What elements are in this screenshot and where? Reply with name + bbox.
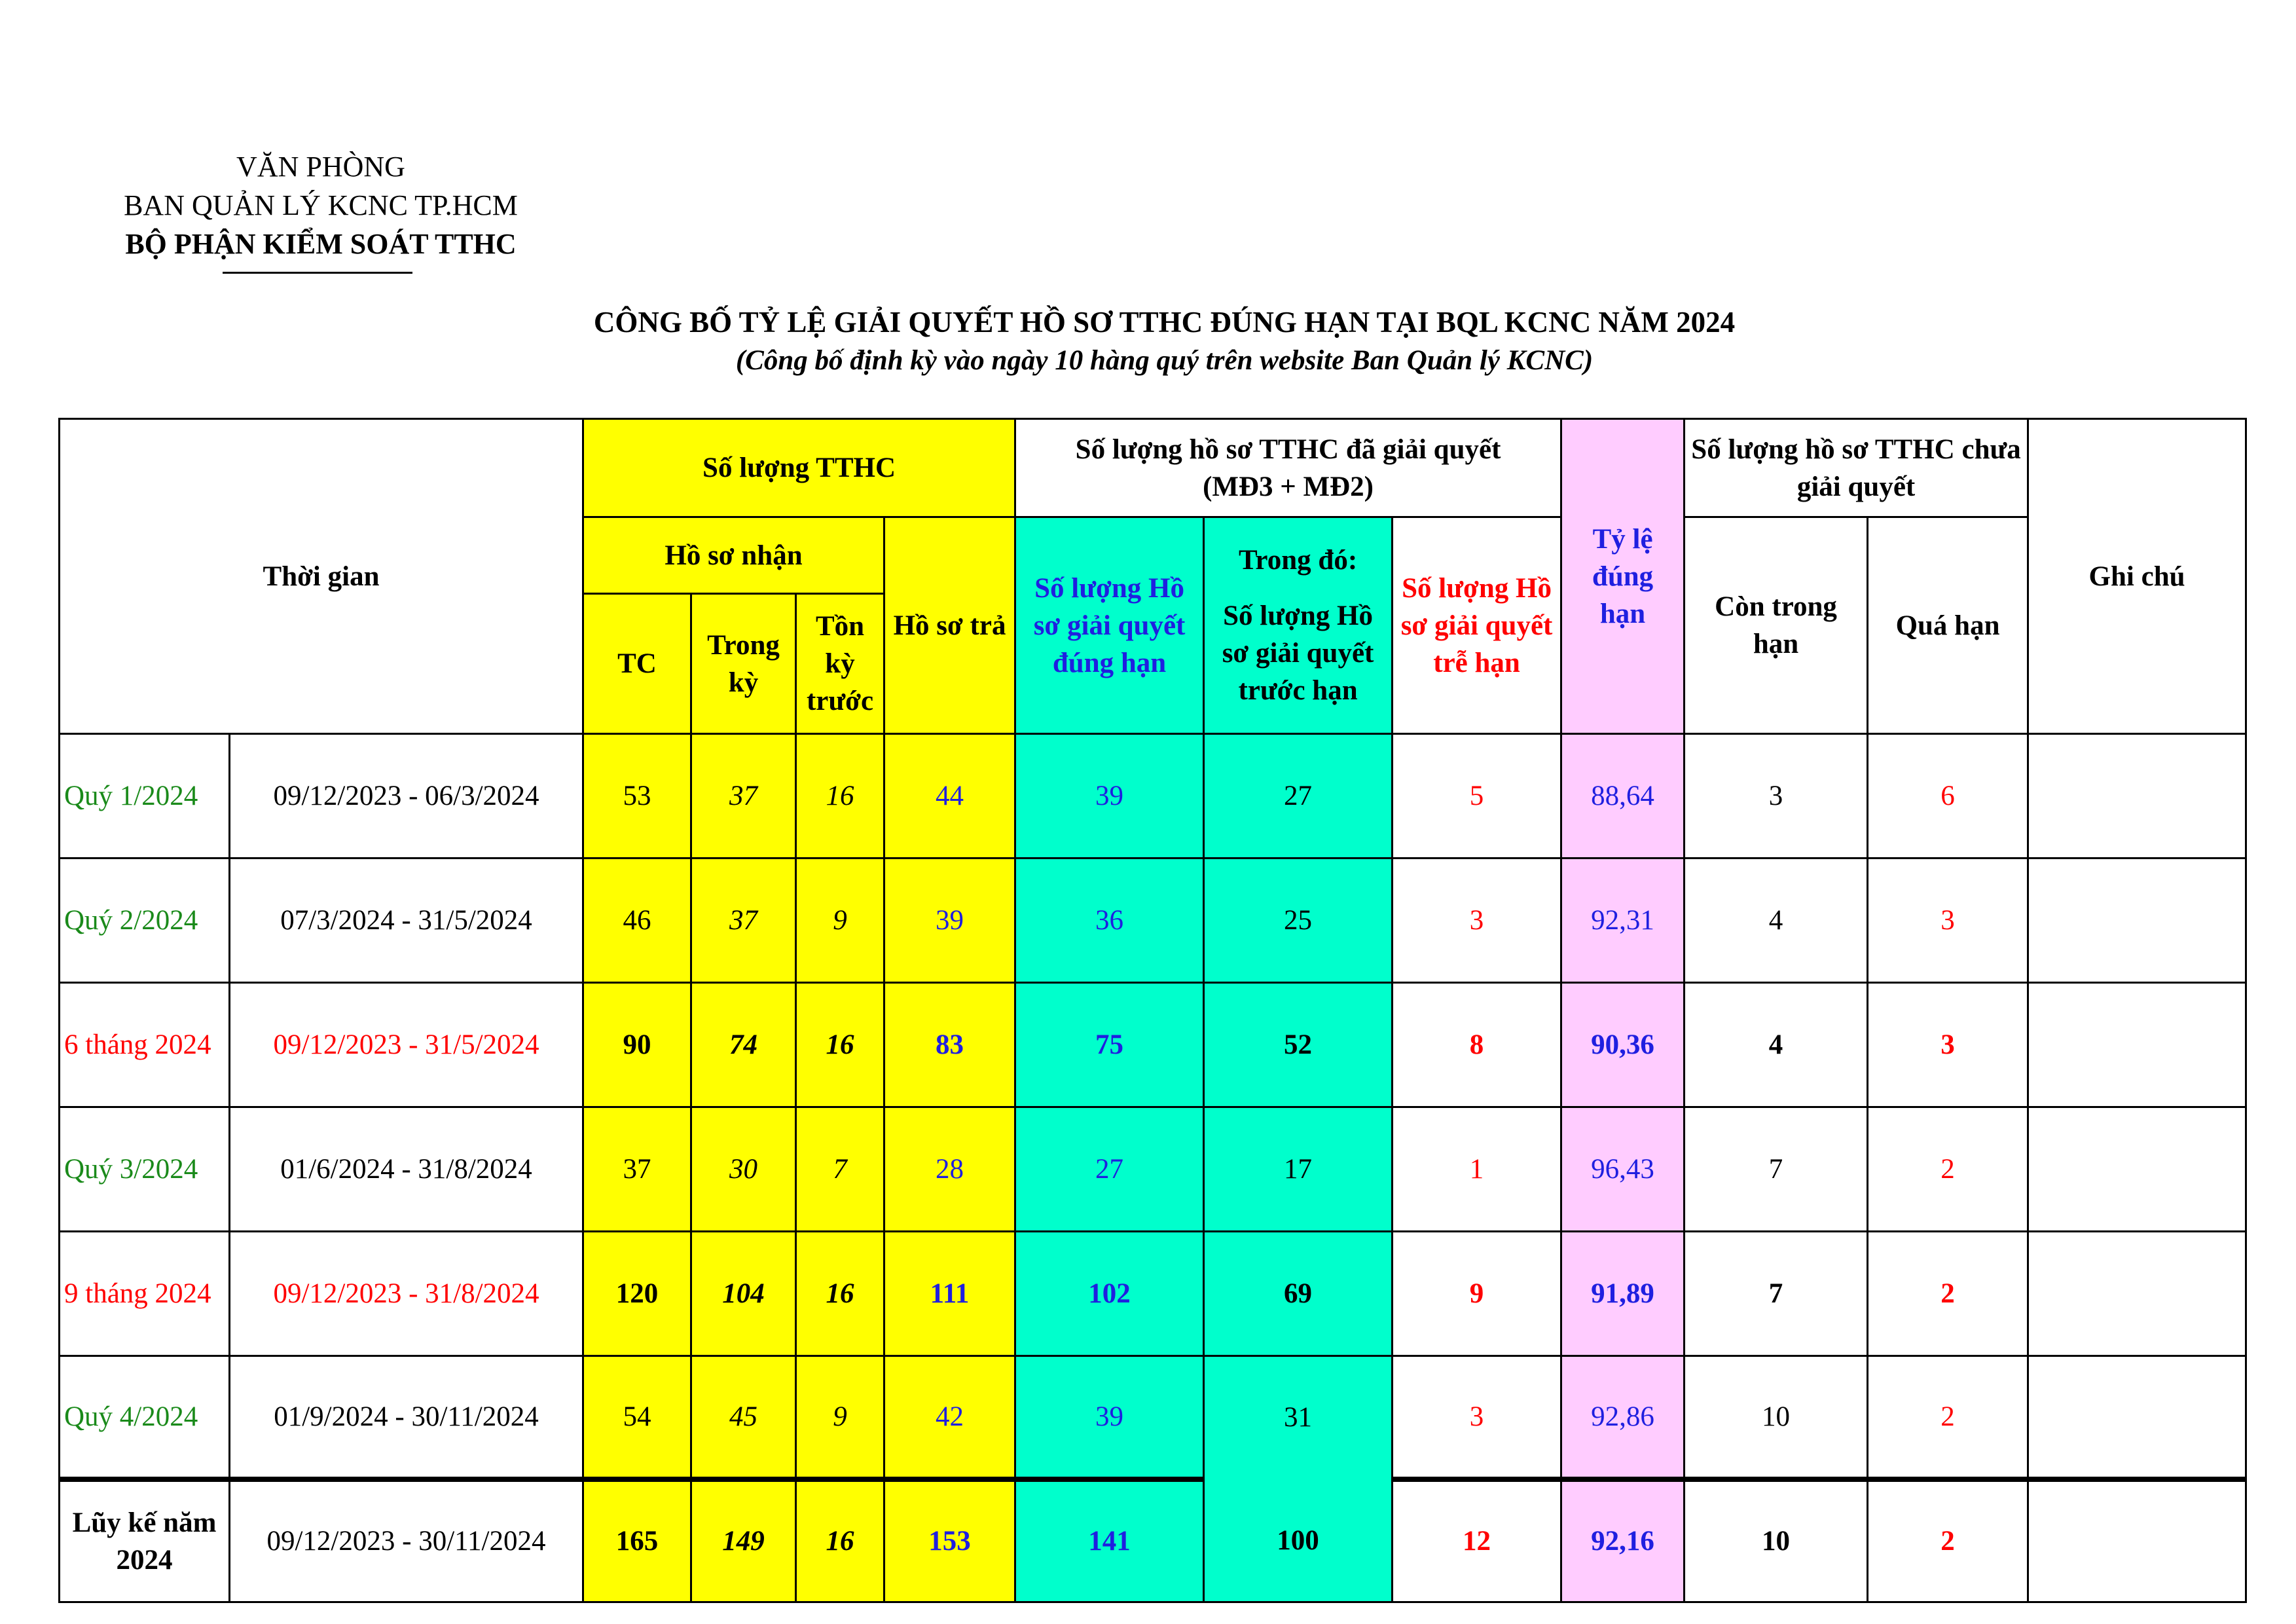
cell-ty-le: 96,43	[1561, 1107, 1685, 1232]
cell-tc: 54	[583, 1356, 691, 1479]
cell-tre-han: 1	[1393, 1107, 1561, 1232]
cell-ty-le: 92,16	[1561, 1479, 1685, 1602]
cell-trong-ky: 149	[691, 1479, 796, 1602]
cell-ghi-chu	[2028, 1107, 2246, 1232]
cell-con-trong-han: 7	[1685, 1232, 1868, 1356]
cell-dung-han: 141	[1015, 1479, 1204, 1602]
row-period: 01/6/2024 - 31/8/2024	[230, 1107, 583, 1232]
row-period: 09/12/2023 - 30/11/2024	[230, 1479, 583, 1602]
cell-truoc-han: 69	[1204, 1232, 1393, 1356]
cell-truoc-han: 17	[1204, 1107, 1393, 1232]
cell-con-trong-han: 4	[1685, 983, 1868, 1107]
row-period: 09/12/2023 - 31/5/2024	[230, 983, 583, 1107]
cell-ghi-chu	[2028, 983, 2246, 1107]
org-line-3: BỘ PHẬN KIỂM SOÁT TTHC	[125, 228, 517, 260]
cell-ghi-chu	[2028, 1356, 2246, 1479]
table-row	[60, 1232, 2246, 1356]
org-line-1: VĂN PHÒNG	[236, 151, 405, 183]
statistics-table	[58, 418, 2247, 1603]
row-period: 07/3/2024 - 31/5/2024	[230, 858, 583, 983]
cell-qua-han: 2	[1868, 1107, 2028, 1232]
header-con-trong-han: Còn trong hạn	[1685, 517, 1868, 734]
header-ton-ky-truoc: Tồn kỳ trước	[796, 594, 884, 734]
document-title: CÔNG BỐ TỶ LỆ GIẢI QUYẾT HỒ SƠ TTHC ĐÚNG HẠN TẠI BQL KCNC NĂM 2024	[593, 306, 1736, 339]
header-dung-han: Số lượng Hồ sơ giải quyết đúng hạn	[1015, 517, 1204, 734]
row-label: 6 tháng 2024	[60, 983, 230, 1107]
org-header	[79, 147, 563, 263]
cell-ton-ky-truoc: 16	[796, 1232, 884, 1356]
cell-tc: 90	[583, 983, 691, 1107]
cell-ty-le: 92,31	[1561, 858, 1685, 983]
header-trong-do	[1204, 517, 1393, 734]
cell-ho-so-tra: 153	[884, 1479, 1015, 1602]
cell-ton-ky-truoc: 16	[796, 734, 884, 858]
cell-truoc-han: 25	[1204, 858, 1393, 983]
cell-qua-han: 2	[1868, 1356, 2028, 1479]
table-row	[60, 1356, 2246, 1479]
cell-ty-le: 91,89	[1561, 1232, 1685, 1356]
cell-truoc-han: 31	[1204, 1356, 1393, 1479]
row-period: 09/12/2023 - 06/3/2024	[230, 734, 583, 858]
cell-ton-ky-truoc: 16	[796, 983, 884, 1107]
header-trong-do-label: Trong đó:	[1238, 545, 1358, 576]
row-label: Quý 2/2024	[60, 858, 230, 983]
cell-dung-han: 36	[1015, 858, 1204, 983]
row-period: 01/9/2024 - 30/11/2024	[230, 1356, 583, 1479]
cell-ty-le: 90,36	[1561, 983, 1685, 1107]
row-label: Quý 3/2024	[60, 1107, 230, 1232]
header-ghi-chu: Ghi chú	[2028, 419, 2246, 734]
cell-ho-so-tra: 83	[884, 983, 1015, 1107]
header-trong-ky: Trong kỳ	[691, 594, 796, 734]
header-da-giai-quyet-line1: Số lượng hồ sơ TTHC đã giải quyết	[1075, 434, 1501, 465]
cell-dung-han: 27	[1015, 1107, 1204, 1232]
cell-trong-ky: 74	[691, 983, 796, 1107]
cell-tc: 53	[583, 734, 691, 858]
row-label: Lũy kế năm 2024	[60, 1479, 230, 1602]
cell-ghi-chu	[2028, 734, 2246, 858]
cell-ho-so-tra: 42	[884, 1356, 1015, 1479]
cell-tc: 46	[583, 858, 691, 983]
cell-con-trong-han: 3	[1685, 734, 1868, 858]
cell-qua-han: 2	[1868, 1479, 2028, 1602]
table-row	[60, 858, 2246, 983]
header-row-1	[60, 419, 2246, 517]
header-chua-giai-quyet: Số lượng hồ sơ TTHC chưa giải quyết	[1685, 419, 2028, 517]
cell-tre-han: 3	[1393, 1356, 1561, 1479]
cell-dung-han: 75	[1015, 983, 1204, 1107]
cell-trong-ky: 104	[691, 1232, 796, 1356]
cell-ton-ky-truoc: 7	[796, 1107, 884, 1232]
header-da-giai-quyet-line2: (MĐ3 + MĐ2)	[1203, 471, 1374, 502]
header-ty-le: Tỷ lệ đúng hạn	[1561, 419, 1685, 734]
cell-ty-le: 88,64	[1561, 734, 1685, 858]
cell-con-trong-han: 10	[1685, 1479, 1868, 1602]
cell-dung-han: 39	[1015, 1356, 1204, 1479]
cell-con-trong-han: 4	[1685, 858, 1868, 983]
header-da-giai-quyet	[1015, 419, 1561, 517]
cell-trong-ky: 37	[691, 734, 796, 858]
header-so-luong-tthc: Số lượng TTHC	[583, 419, 1015, 517]
cell-trong-ky: 37	[691, 858, 796, 983]
header-truoc-han: Số lượng Hồ sơ giải quyết trước hạn	[1222, 600, 1374, 706]
header-qua-han: Quá hạn	[1868, 517, 2028, 734]
cell-tre-han: 9	[1393, 1232, 1561, 1356]
total-row	[60, 1479, 2246, 1602]
cell-tc: 120	[583, 1232, 691, 1356]
header-ho-so-tra: Hồ sơ trả	[884, 517, 1015, 734]
cell-ghi-chu	[2028, 858, 2246, 983]
document-subtitle: (Công bố định kỳ vào ngày 10 hàng quý trên website Ban Quản lý KCNC)	[735, 345, 1594, 376]
cell-qua-han: 2	[1868, 1232, 2028, 1356]
org-line-2: BAN QUẢN LÝ KCNC TP.HCM	[124, 189, 518, 221]
cell-trong-ky: 30	[691, 1107, 796, 1232]
cell-tre-han: 12	[1393, 1479, 1561, 1602]
cell-trong-ky: 45	[691, 1356, 796, 1479]
cell-tre-han: 8	[1393, 983, 1561, 1107]
cell-ho-so-tra: 111	[884, 1232, 1015, 1356]
cell-tc: 165	[583, 1479, 691, 1602]
org-divider	[223, 272, 412, 274]
cell-tre-han: 3	[1393, 858, 1561, 983]
header-ho-so-nhan: Hồ sơ nhận	[583, 517, 884, 594]
table-row	[60, 983, 2246, 1107]
header-thoi-gian: Thời gian	[60, 419, 583, 734]
cell-ty-le: 92,86	[1561, 1356, 1685, 1479]
cell-ghi-chu	[2028, 1232, 2246, 1356]
row-label: Quý 4/2024	[60, 1356, 230, 1479]
cell-ho-so-tra: 28	[884, 1107, 1015, 1232]
cell-qua-han: 6	[1868, 734, 2028, 858]
header-tre-han: Số lượng Hồ sơ giải quyết trễ hạn	[1393, 517, 1561, 734]
cell-ghi-chu	[2028, 1479, 2246, 1602]
cell-ton-ky-truoc: 9	[796, 1356, 884, 1479]
cell-tc: 37	[583, 1107, 691, 1232]
cell-ton-ky-truoc: 9	[796, 858, 884, 983]
cell-tre-han: 5	[1393, 734, 1561, 858]
cell-truoc-han: 52	[1204, 983, 1393, 1107]
cell-qua-han: 3	[1868, 858, 2028, 983]
cell-dung-han: 102	[1015, 1232, 1204, 1356]
cell-truoc-han: 27	[1204, 734, 1393, 858]
cell-con-trong-han: 7	[1685, 1107, 1868, 1232]
cell-ho-so-tra: 44	[884, 734, 1015, 858]
row-label: 9 tháng 2024	[60, 1232, 230, 1356]
row-period: 09/12/2023 - 31/8/2024	[230, 1232, 583, 1356]
header-tc: TC	[583, 594, 691, 734]
table-row	[60, 734, 2246, 858]
cell-ton-ky-truoc: 16	[796, 1479, 884, 1602]
cell-ho-so-tra: 39	[884, 858, 1015, 983]
cell-dung-han: 39	[1015, 734, 1204, 858]
cell-truoc-han: 100	[1204, 1479, 1393, 1602]
row-label: Quý 1/2024	[60, 734, 230, 858]
table-row	[60, 1107, 2246, 1232]
cell-con-trong-han: 10	[1685, 1356, 1868, 1479]
cell-qua-han: 3	[1868, 983, 2028, 1107]
